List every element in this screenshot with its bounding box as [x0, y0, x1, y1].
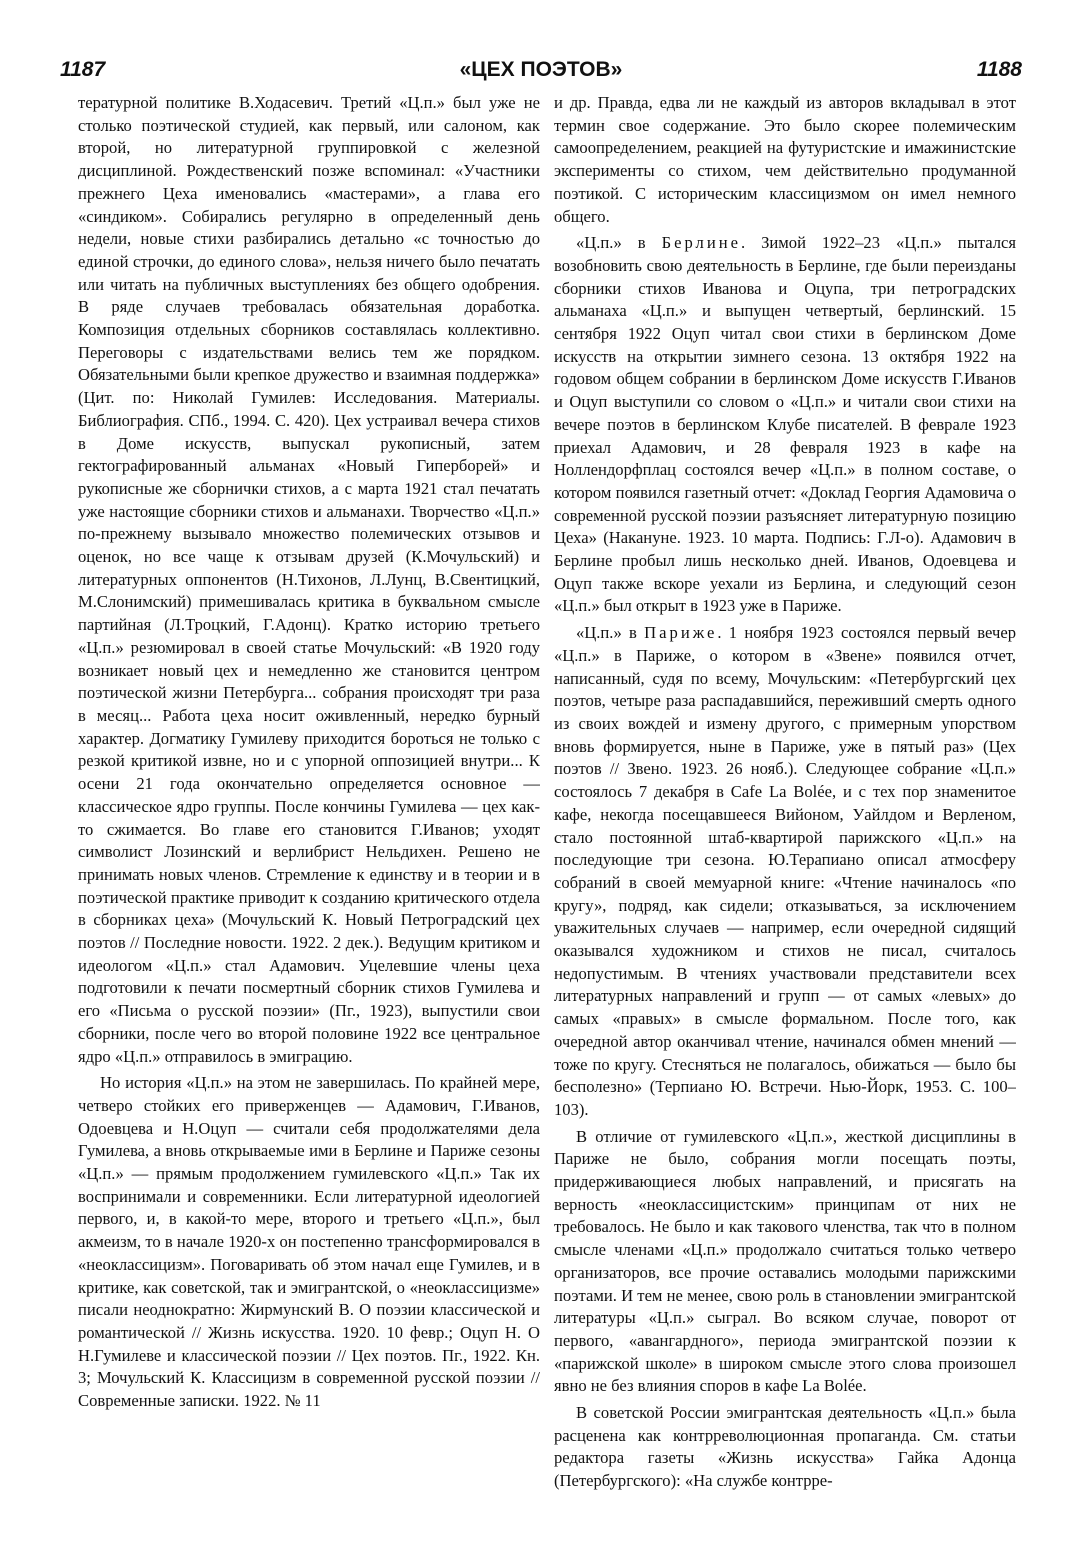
place-heading-berlin: Берлине — [661, 233, 741, 253]
paragraph-paris — [554, 622, 1016, 1121]
paragraph-lead: «Ц.п.» в — [576, 233, 662, 253]
paragraph-berlin — [554, 232, 1016, 618]
running-title: «ЦЕХ ПОЭТОВ» — [459, 58, 623, 81]
page-header — [60, 52, 1022, 86]
paragraph-lead: «Ц.п.» в — [576, 623, 645, 643]
paragraph-text: . 1 ноября 1923 состоялся первый вечер «Ц.п.» в Париже, о котором в «Звене» появился отчет, написанный, судя по всему, Мочульским: «Петербургский цех поэтов, четыре раза распадавшийся, переживший смерть одного из своих вождей и измену другого, с примерным упорством вновь формируется, ныне в Париже, уже в пятый раз» (Цех поэтов // Звено. 1923. 26 нояб.). Следующее собрание «Ц.п.» состоялось 7 декабря в Cafe La Bolée, и с тех пор знаменитое кафе, некогда посещавшееся Вийоном, Уайлдом и Верленом, стало постоянной штаб-квартирой парижского «Ц.п.» на последующие три сезона. Ю.Терапиано описал атмосферу собраний в своей мемуарной книге: «Чтение начиналось «по кругу», подряд, как сидели; отказываться, за исключением уважительных случаев — например, если очередной сидящий оказывался художником и стихов не писал, считалось недопустимым. В чтениях участвовали представители всех литературных направлений и групп — от самых «левых» до самых «правых» в смысле формальном. После того, как очередной автор оканчивал чтение, начинался обмен мнений — тоже по кругу. Стесняться не полагалось, обижаться — было бы бесполезно» (Терпиано Ю. Встречи. Нью-Йорк, 1953. С. 100–103). — [554, 623, 1016, 1119]
page-number-right: 1188 — [976, 58, 1022, 81]
paragraph: В отличие от гумилевского «Ц.п.», жесткой дисциплины в Париже не было, собрания могли посещать поэты, придерживающиеся любых направлений, и присягать на верность «неоклассицистским» принципам от них не требовалось. Не было и как такового членства, так что в полном смысле членами «Ц.п.» продолжало считаться только четверо организаторов, все прочие оставались молодыми парижскими поэтами. И тем не менее, свою роль в становлении эмигрантской литературы «Ц.п.» сыграл. Во всяком случае, поворот от первого, «авангардного», периода эмигрантской поэзии к «парижской школе» в широком смысле этого слова произошел явно не без влияния споров в кафе La Bolée. — [554, 1126, 1016, 1396]
paragraph: и др. Правда, едва ли не каждый из авторов вкладывал в этот термин свое содержание. Это было скорее полемическим самоопределением, реакцией на футуристские и имажинистские эксперименты со стихом, чем действительно продуманной поэтикой. С историческим классицизмом он имел немного общего. — [554, 93, 1016, 226]
page-number-left: 1187 — [60, 58, 106, 81]
right-column — [554, 92, 1016, 1532]
left-column — [78, 92, 540, 1532]
paragraph: тературной политике В.Ходасевич. Третий «Ц.п.» был уже не столько поэтической студией, как первый, или салоном, как второй, но литературной группировкой с железной дисциплиной. Рождественский позже вспоминал: «Участники прежнего Цеха именовались «мастерами», а глава его «синдиком». Собирались регулярно в определенный день недели, новые стихи разбирались детально «с точностью до единой строчки, до единого слова», нельзя ничего было печатать или читать на публичных выступлениях без общего одобрения. В ряде случаев требовалась обязательная доработка. Композиция отдельных сборников составлялась коллективно. Переговоры с издательствами велись тем же порядком. Обязательными были крепкое дружество и взаимная поддержка» (Цит. по: Николай Гумилев: Исследования. Материалы. Библиография. СПб., 1994. С. 420). Цех устраивал вечера стихов в Доме искусств, выпускал рукописный, затем гектографированный альманах «Новый Гиперборей» и рукописные же сборнички стихов, а с марта 1921 стал печатать уже настоящие сборники стихов и альманахи. Творчество «Ц.п.» по-прежнему вызывало множество полемических отзывов и оценок, но все чаще к отзывам друзей (К.Мочульский) и литературных оппонентов (Н.Тихонов, Л.Лунц, В.Свентицкий, М.Слонимский) примешивалась критика в буквальном смысле партийная (Л.Троцкий, Г.Адонц). Кратко историю третьего «Ц.п.» резюмировал в своей статье Мочульский: «В 1920 году возникает новый цех и немедленно же становится центром поэтической жизни Петербурга... собрания происходят три раза в месяц... Работа цеха носит оживленный, нередко бурный характер. Догматику Гумилеву приходится бороться не только с резкой критикой извне, но и с упорной оппозицией внутри... К осени 21 года окончательно определяется основное — классическое ядро группы. После кончины Гумилева — цех как-то сжимается. Во главе его становится Г.Иванов; уходят символист Лозинский и верлибрист Нельдихен. Решено не принимать новых членов. Стремление к единству и в теории и в поэтической практике приводит к созданию критического отдела в сборниках цеха» (Мочульский К. Новый Петроградский цех поэтов // Последние новости. 1922. 2 дек.). Ведущим критиком и идеологом «Ц.п.» стал Адамович. Уцелевшие члены цеха подготовили к печати посмертный сборник стихов Гумилева и его «Письма о русской поэзии» (Пг., 1923), выпустили свои сборники, после чего во второй половине 1922 все центральное ядро «Ц.п.» отправилось в эмиграцию. — [78, 93, 540, 1066]
paragraph: В советской России эмигрантская деятельность «Ц.п.» была расценена как контрреволюционная пропаганда. См. статьи редактора газеты «Жизнь искусства» Гайка Адонца (Петербургского): «На службе контрре- — [554, 1403, 1016, 1491]
place-heading-paris: Париже — [644, 623, 718, 643]
paragraph-text: . Зимой 1922–23 «Ц.п.» пытался возобновить свою деятельность в Берлине, где были переизданы сборники стихов Иванова и Оцупа, три петроградских альманаха «Ц.п.» и выпущен четвертый, берлинский. 15 сентября 1922 Оцуп читал свои стихи в берлинском Доме искусств на открытии зимнего сезона. 13 октября 1922 на годовом общем собрании в берлинском Доме искусств Г.Иванов и Оцуп выступили со словом о «Ц.п.» и читали свои стихи на вечере поэтов в берлинском Клубе писателей. В феврале 1923 приехал Адамович, и 28 февраля 1923 в кафе на Ноллендорфплац состоялся вечер «Ц.п.» в полном составе, о котором появился газетный отчет: «Доклад Георгия Адамовича о современной русской поэзии разъясняет литературную позицию Цеха» (Накануне. 1923. 10 марта. Подпись: Г.Л-о). Адамович в Берлине пробыл лишь несколько дней. Иванов, Одоевцева и Оцуп также вскоре уехали из Берлина, и следующий сезон «Ц.п.» был открыт в 1923 уже в Париже. — [554, 233, 1016, 616]
paragraph: Но история «Ц.п.» на этом не завершилась. По крайней мере, четверо стойких его приверженцев — Адамович, Г.Иванов, Одоевцева и Н.Оцуп — считали себя продолжателями дела Гумилева, а вновь открываемые ими в Берлине и Париже сезоны «Ц.п.» — прямым продолжением гумилевского «Ц.п.» Так их воспринимали и современники. Если литературной идеологией первого, и, в какой-то мере, второго и третьего «Ц.п.», был акмеизм, то в начале 1920-х он постепенно трансформировался в «неоклассицизм». Поговаривать об этом начал еще Гумилев, и в критике, как советской, так и эмигрантской, о «неоклассицизме» писали неоднократно: Жирмунский В. О поэзии классической и романтической // Жизнь искусства. 1920. 10 февр.; Оцуп Н. О Н.Гумилеве и классической поэзии // Цех поэтов. Пг., 1922. Кн. 3; Мочульский К. Классицизм в современной русской поэзии // Современные записки. 1922. № 11 — [78, 1073, 540, 1411]
